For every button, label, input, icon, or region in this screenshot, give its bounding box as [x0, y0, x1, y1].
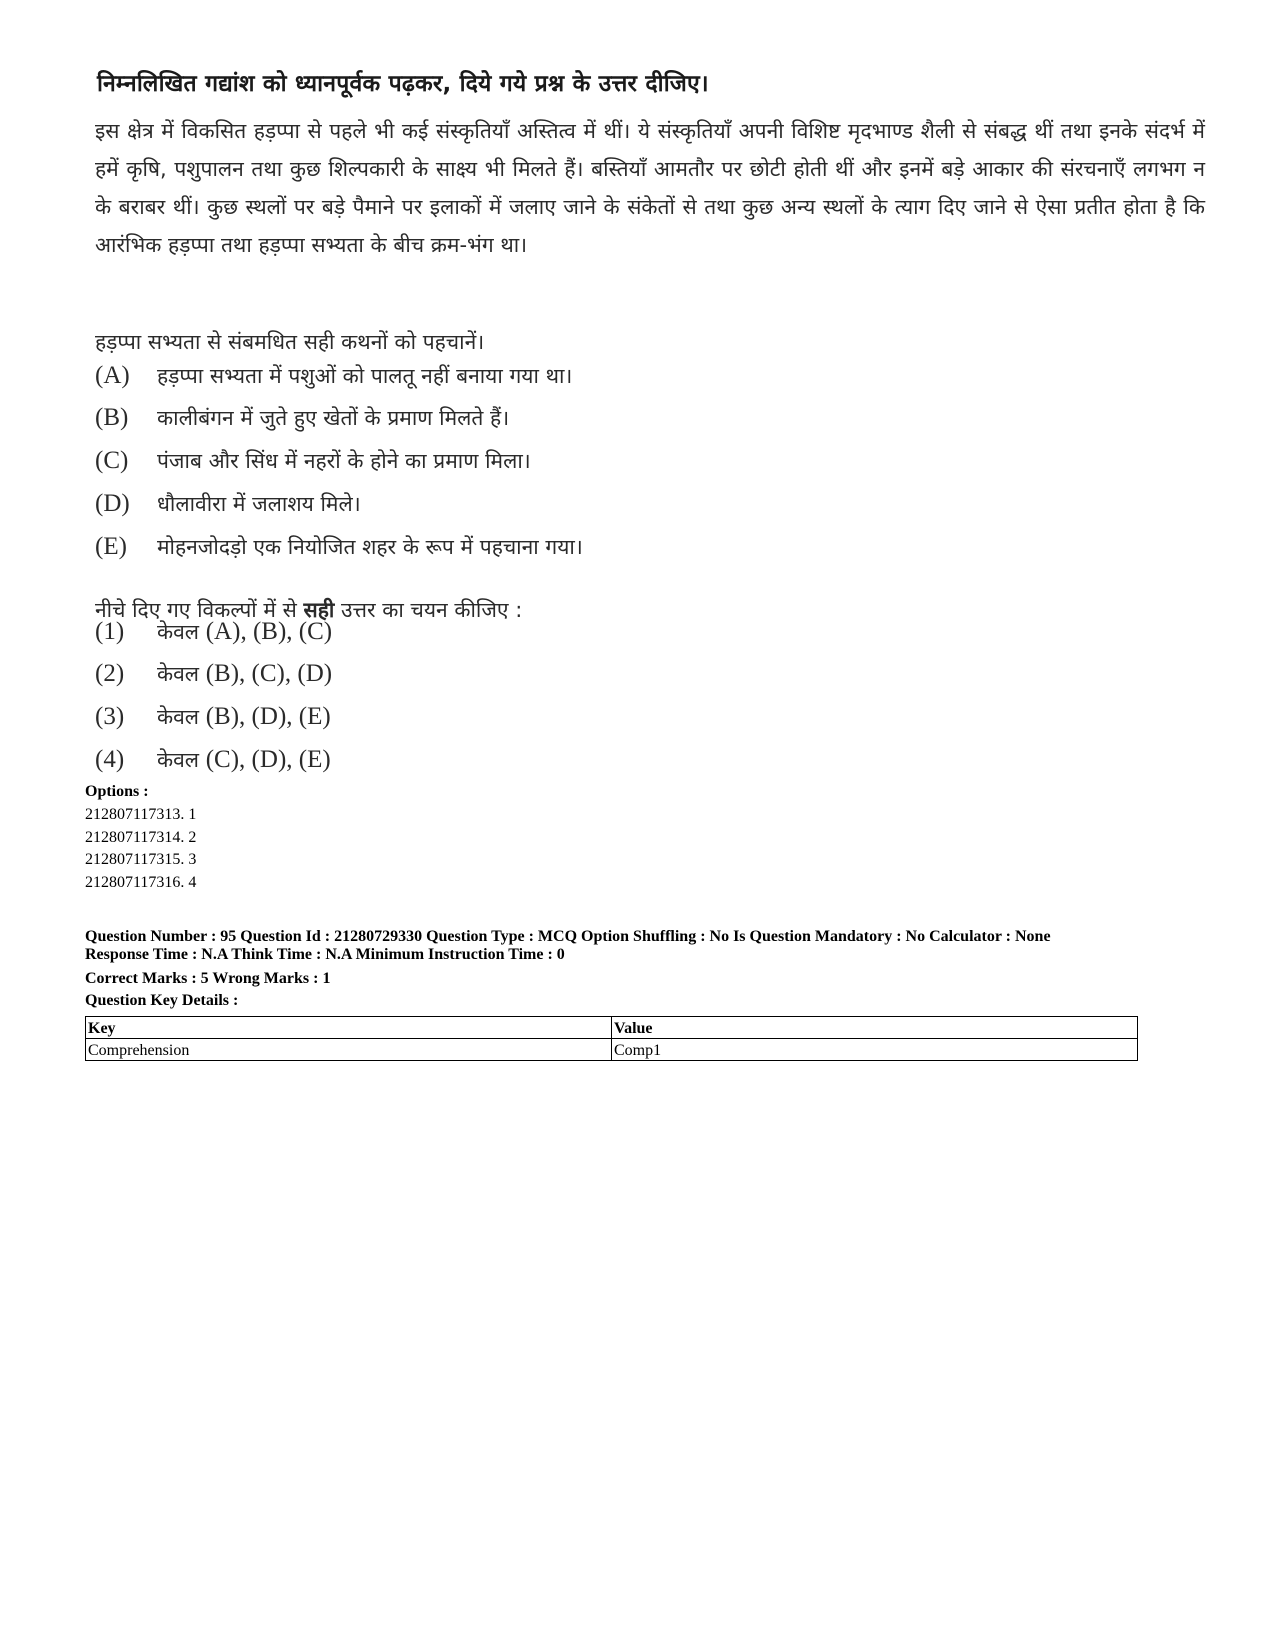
statement-d: [95, 490, 361, 518]
table-cell-value: Comp1: [612, 1039, 1138, 1061]
choice-number: (1): [95, 618, 125, 645]
statement-label: (C): [95, 447, 129, 474]
choice-value: (C), (D), (E): [205, 746, 331, 773]
choice-number: (2): [95, 660, 125, 687]
choice-value: (B), (D), (E): [205, 703, 331, 730]
choice-word: केवल: [157, 748, 200, 772]
options-heading: Options :: [85, 783, 149, 800]
option-item-1: 212807117313. 1: [85, 806, 197, 823]
choice-number: (4): [95, 746, 125, 773]
question-meta-line-2: Response Time : N.A Think Time : N.A Minimum Instruction Time : 0: [85, 946, 565, 963]
choice-4: [95, 746, 331, 774]
statement-text: हड़प्पा सभ्यता में पशुओं को पालतू नहीं बनाया गया था।: [157, 364, 573, 388]
statement-label: (A): [95, 362, 130, 389]
statement-text: धौलावीरा में जलाशय मिले।: [157, 492, 361, 516]
choice-word: केवल: [157, 662, 200, 686]
statement-e: [95, 533, 583, 561]
choose-emphasis: सही: [303, 598, 335, 622]
statement-text: पंजाब और सिंध में नहरों के होने का प्रमाण मिला।: [157, 449, 531, 473]
choice-2: [95, 660, 332, 688]
table-header-key: Key: [86, 1017, 612, 1039]
choice-word: केवल: [157, 705, 200, 729]
statement-label: (B): [95, 404, 129, 431]
key-details-table: [85, 1016, 1138, 1061]
statement-text: मोहनजोदड़ो एक नियोजित शहर के रूप में पहचाना गया।: [157, 535, 583, 559]
statement-label: (D): [95, 490, 130, 517]
question-text: हड़प्पा सभ्यता से संबमधित सही कथनों को पहचानें।: [95, 330, 485, 354]
statement-label: (E): [95, 533, 127, 560]
choice-value: (A), (B), (C): [205, 618, 333, 645]
table-cell-key: Comprehension: [86, 1039, 612, 1061]
statement-c: [95, 447, 531, 475]
instruction-heading: निम्नलिखित गद्यांश को ध्यानपूर्वक पढ़कर, दिये गये प्रश्न के उत्तर दीजिए।: [97, 71, 709, 97]
comprehension-passage: इस क्षेत्र में विकसित हड़प्पा से पहले भी कई संस्कृतियाँ अस्तित्व में थीं। ये संस्कृतियाँ अपनी विशिष्ट मृदभाण्ड शैली से संबद्ध थीं तथा इनके संदर्भ में हमें कृषि, पशुपालन तथा कुछ शिल्पकारी के साक्ष्य भी मिलते हैं। बस्तियाँ आमतौर पर छोटी होती थीं और इनमें बड़े आकार की संरचनाएँ लगभग न के बराबर थीं। कुछ स्थलों पर बड़े पैमाने पर इलाकों में जलाए जाने के संकेतों से तथा कुछ अन्य स्थलों के त्याग दिए जाने से ऐसा प्रतीत होता है कि आरंभिक हड़प्पा तथा हड़प्पा सभ्यता के बीच क्रम-भंग था।: [95, 119, 1205, 257]
option-item-4: 212807117316. 4: [85, 874, 197, 891]
choose-suffix: उत्तर का चयन कीजिए :: [334, 598, 523, 622]
choice-number: (3): [95, 703, 125, 730]
table-header-value: Value: [612, 1017, 1138, 1039]
statement-b: [95, 404, 509, 432]
option-item-2: 212807117314. 2: [85, 829, 197, 846]
table-header-row: [86, 1017, 1138, 1039]
table-row: [86, 1039, 1138, 1061]
option-item-3: 212807117315. 3: [85, 851, 197, 868]
key-details-heading: Question Key Details :: [85, 992, 239, 1009]
statement-text: कालीबंगन में जुते हुए खेतों के प्रमाण मिलते हैं।: [157, 406, 510, 430]
question-meta-line-1: Question Number : 95 Question Id : 21280729330 Question Type : MCQ Option Shuffling : No Is Question Mandatory : No Calculator : None: [85, 928, 1051, 945]
choose-prefix: नीचे दिए गए विकल्पों में से: [95, 598, 304, 622]
choice-3: [95, 703, 331, 731]
statement-a: [95, 362, 572, 390]
choice-value: (B), (C), (D): [205, 660, 333, 687]
choice-word: केवल: [157, 620, 200, 644]
marks-line: Correct Marks : 5 Wrong Marks : 1: [85, 970, 331, 987]
choice-1: [95, 618, 332, 646]
